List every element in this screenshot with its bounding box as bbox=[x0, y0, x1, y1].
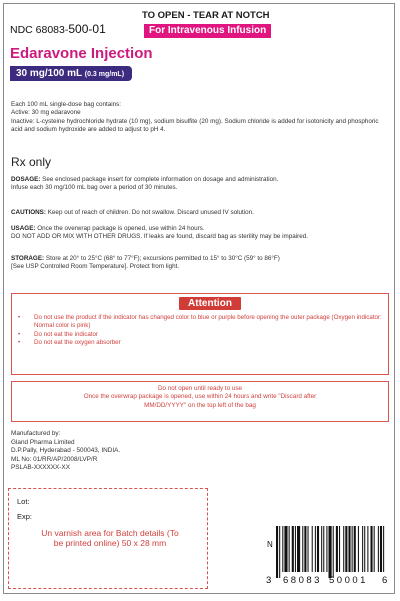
barcode-bar bbox=[333, 526, 334, 578]
barcode-bar bbox=[284, 526, 287, 572]
cautions-heading: CAUTIONS: bbox=[11, 209, 46, 216]
barcode-bar bbox=[343, 526, 344, 572]
ndc-number: 500-01 bbox=[68, 22, 106, 36]
barcode-bar bbox=[374, 526, 375, 572]
barcode-bar bbox=[323, 526, 324, 572]
usage-heading: USAGE: bbox=[11, 225, 36, 232]
barcode-bar bbox=[302, 526, 303, 572]
barcode-bar bbox=[321, 526, 322, 572]
barcode-side-letter: N bbox=[267, 540, 273, 549]
ndc-prefix: NDC 68083- bbox=[10, 24, 69, 36]
barcode-bars bbox=[266, 526, 390, 578]
overwrap-warning-box bbox=[11, 381, 389, 422]
usage-section bbox=[11, 225, 386, 242]
barcode-bar bbox=[304, 526, 306, 572]
warning-line-2: Once the overwrap package is opened, use within 24 hours and write "Discard after bbox=[83, 393, 317, 401]
barcode-bar bbox=[358, 526, 359, 572]
barcode-check-digit: 6 bbox=[382, 575, 388, 586]
barcode-bar bbox=[326, 526, 327, 572]
composition bbox=[11, 101, 386, 135]
ndc-code bbox=[10, 22, 106, 36]
rx-only: Rx only bbox=[11, 155, 52, 169]
manufacturer-code: PSLAB-XXXXXX-XX bbox=[11, 464, 70, 472]
manufacturer-label: Manufactured by: bbox=[11, 430, 61, 437]
manufacturer-info bbox=[11, 430, 120, 473]
attention-heading: Attention bbox=[179, 297, 241, 310]
barcode-bar bbox=[371, 526, 373, 572]
attention-item: • Do not use the product if the indicator has changed color to blue or purple before opening the outer package (Oxygen indicator: Normal color is pink) bbox=[18, 314, 382, 331]
barcode-bar bbox=[339, 526, 340, 572]
attention-list bbox=[18, 314, 382, 347]
usage-line-1: Once the overwrap package is opened, use within 24 hours. bbox=[37, 225, 205, 232]
warning-line-1: Do not open until ready to use bbox=[157, 385, 242, 392]
strength-concentration: (0.3 mg/mL) bbox=[84, 71, 125, 78]
barcode bbox=[266, 526, 390, 590]
barcode-bar bbox=[292, 526, 294, 572]
cautions-section bbox=[11, 209, 386, 217]
barcode-bar bbox=[276, 526, 278, 578]
barcode-bar bbox=[367, 526, 368, 572]
barcode-bar bbox=[362, 526, 363, 572]
barcode-bar bbox=[378, 526, 379, 572]
manufacturer-name: Gland Pharma Limited bbox=[11, 438, 75, 446]
dosage-line-2: Infuse each 30 mg/100 mL bag over a period of 30 minutes. bbox=[11, 184, 178, 192]
barcode-bar bbox=[336, 526, 338, 572]
warning-line-3: MM/DD/YYYY" on the top left of the bag bbox=[144, 401, 256, 409]
barcode-right-digits: 50001 bbox=[329, 575, 368, 586]
storage-heading: STORAGE: bbox=[11, 255, 45, 262]
composition-line-3: Inactive: L-cysteine hydrochloride hydrate (10 mg), sodium bisulfite (20 mg). Sodium chloride is added for isotonicity and phosphoric acid and sodium hydroxide are added to adjust to pH 4. bbox=[11, 117, 379, 134]
barcode-left-digits: 68083 bbox=[283, 575, 322, 586]
dosage-heading: DOSAGE: bbox=[11, 176, 41, 183]
strength-value: 30 mg/100 mL bbox=[16, 68, 82, 79]
composition-line-1: Each 100 mL single-dose bag contains: bbox=[11, 101, 122, 108]
usage-line-2: DO NOT ADD OR MIX WITH OTHER DRUGS. If leaks are found, discard bag as sterility may be impaired. bbox=[11, 233, 308, 241]
barcode-bar bbox=[282, 526, 283, 572]
product-title: Edaravone Injection bbox=[10, 45, 153, 62]
manufacturer-license: ML No: 01/RR/AP/2008/LVP/R bbox=[11, 455, 98, 463]
dosage-line-1: See enclosed package insert for complete information on dosage and administration. bbox=[42, 176, 279, 183]
barcode-bar bbox=[279, 526, 280, 578]
barcode-bar bbox=[308, 526, 309, 572]
barcode-bar bbox=[297, 526, 300, 572]
route-badge: For Intravenous Infusion bbox=[144, 24, 271, 38]
barcode-bar bbox=[348, 526, 350, 572]
barcode-bar bbox=[352, 526, 353, 572]
composition-line-2: Active: 30 mg edaravone bbox=[11, 109, 81, 117]
varnish-note: Un varnish area for Batch details (To be printed online) 50 x 28 mm bbox=[41, 528, 179, 549]
storage-line-1: Store at 20° to 25°C (68° to 77°F); excursions permitted to 15° to 30°C (59° to 86°F) bbox=[45, 255, 280, 262]
barcode-bar bbox=[289, 526, 290, 572]
attention-box bbox=[11, 293, 389, 375]
attention-item: • Do not eat the indicator bbox=[18, 331, 382, 339]
barcode-bar bbox=[354, 526, 356, 572]
carton-label bbox=[3, 3, 395, 594]
barcode-bar bbox=[329, 526, 332, 578]
storage-line-2: [See USP Controlled Room Temperature]. Protect from light. bbox=[11, 263, 180, 271]
barcode-bar bbox=[295, 526, 296, 572]
barcode-bar bbox=[345, 526, 347, 572]
barcode-bar bbox=[317, 526, 319, 572]
exp-label: Exp: bbox=[17, 512, 33, 521]
lot-label: Lot: bbox=[17, 497, 30, 506]
dosage-section bbox=[11, 176, 386, 193]
barcode-bar bbox=[364, 526, 365, 572]
barcode-bar bbox=[315, 526, 316, 572]
attention-item: • Do not eat the oxygen absorber bbox=[18, 339, 382, 347]
storage-section bbox=[11, 255, 386, 272]
barcode-lead-digit: 3 bbox=[266, 575, 272, 586]
cautions-text: Keep out of reach of children. Do not swallow. Discard unused IV solution. bbox=[47, 209, 254, 216]
batch-details-area bbox=[8, 488, 208, 589]
tear-notice: TO OPEN - TEAR AT NOTCH bbox=[142, 10, 270, 21]
barcode-bar bbox=[383, 526, 384, 572]
barcode-bar bbox=[312, 526, 313, 572]
barcode-bar bbox=[380, 526, 382, 572]
manufacturer-address: D.P.Pally, Hyderabad - 500043, INDIA. bbox=[11, 447, 121, 455]
strength-badge bbox=[10, 66, 132, 81]
